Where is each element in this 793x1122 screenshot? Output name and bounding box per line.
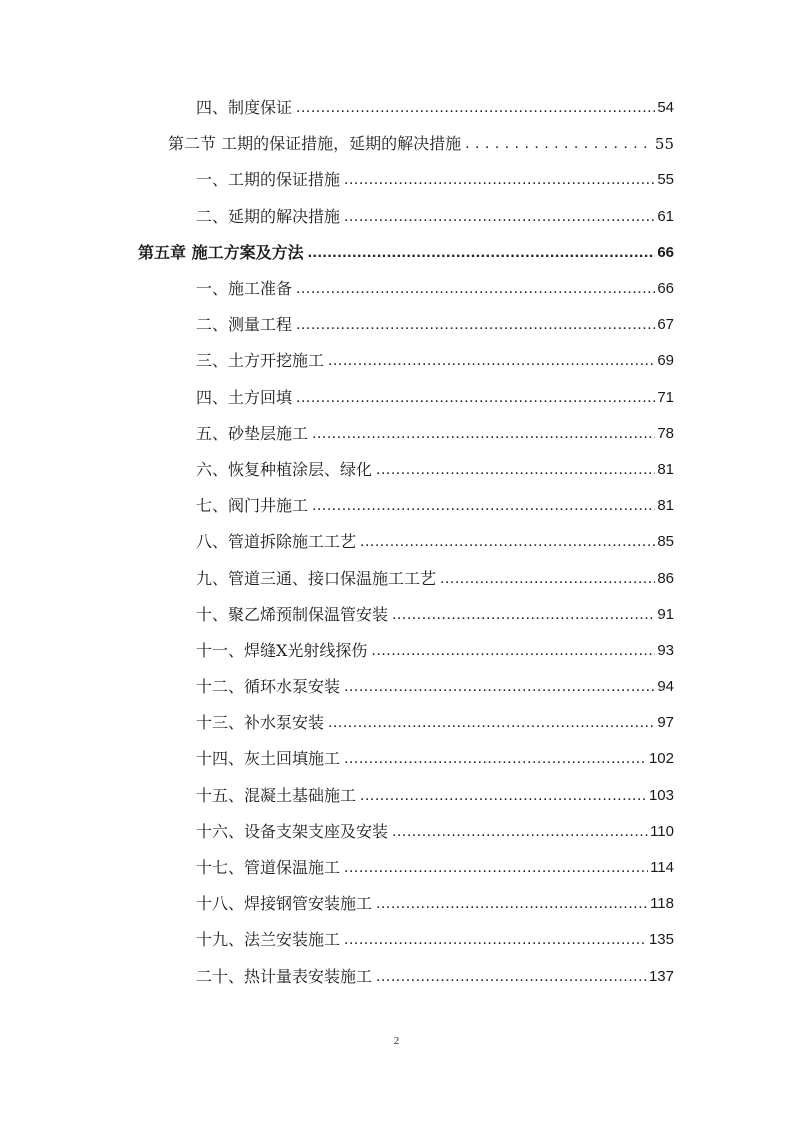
toc-dot-leader — [328, 713, 655, 733]
toc-entry[interactable] — [0, 560, 674, 596]
toc-entry[interactable] — [0, 597, 674, 633]
toc-entry[interactable] — [0, 778, 674, 814]
toc-entry-page: 137 — [648, 967, 674, 985]
toc-entry-label: 四、制度保证 — [196, 98, 293, 118]
toc-entry-label: 十三、补水泵安装 — [196, 713, 325, 733]
toc-dot-leader — [308, 243, 656, 263]
toc-entry[interactable] — [0, 633, 674, 669]
toc-entry-label: 二十、热计量表安装施工 — [196, 966, 373, 986]
toc-entry-label: 十六、设备支架支座及安装 — [196, 821, 389, 841]
toc-entry[interactable] — [0, 452, 674, 488]
toc-entry[interactable] — [0, 741, 674, 777]
toc-entry[interactable] — [0, 126, 674, 162]
toc-entry[interactable] — [0, 669, 674, 705]
toc-dot-leader — [360, 786, 647, 806]
toc-entry-label: 第二节 工期的保证措施，延期的解决措施 — [168, 134, 462, 154]
toc-entry-label: 第五章 施工方案及方法 — [138, 242, 304, 262]
toc-dot-leader — [465, 134, 653, 154]
toc-entry[interactable] — [0, 524, 674, 560]
toc-entry[interactable] — [0, 199, 674, 235]
toc-entry-page: 67 — [657, 316, 674, 334]
toc-entry-label: 十二、循环水泵安装 — [196, 677, 341, 697]
toc-entry-label: 二、延期的解决措施 — [196, 206, 341, 226]
toc-entry[interactable] — [0, 850, 674, 886]
toc-dot-leader — [376, 460, 655, 480]
toc-entry[interactable] — [0, 416, 674, 452]
toc-entry[interactable] — [0, 814, 674, 850]
toc-entry[interactable] — [0, 705, 674, 741]
toc-entry-label: 二、测量工程 — [196, 315, 293, 335]
toc-entry-page: 66 — [657, 280, 674, 298]
toc-entry-page: 81 — [657, 460, 674, 478]
toc-entry-page: 81 — [657, 497, 674, 515]
toc-entry-page: 91 — [657, 605, 674, 623]
toc-entry-label: 一、工期的保证措施 — [196, 170, 341, 190]
toc-entry[interactable] — [0, 307, 674, 343]
toc-entry-page: 103 — [648, 786, 674, 804]
table-of-contents — [0, 90, 793, 995]
page-number: 2 — [393, 1035, 400, 1047]
toc-entry-page: 93 — [657, 641, 674, 659]
toc-dot-leader — [392, 605, 655, 625]
toc-entry-label: 九、管道三通、接口保温施工工艺 — [196, 568, 437, 588]
toc-entry-page: 54 — [657, 99, 674, 117]
toc-entry-label: 十四、灰土回填施工 — [196, 749, 341, 769]
toc-dot-leader — [296, 279, 655, 299]
toc-entry-label: 十七、管道保温施工 — [196, 858, 341, 878]
toc-entry-page: 114 — [650, 859, 674, 877]
toc-dot-leader — [328, 351, 655, 371]
toc-chapter-entry[interactable] — [0, 235, 674, 271]
toc-entry-label: 八、管道拆除施工工艺 — [196, 532, 357, 552]
toc-dot-leader — [296, 98, 655, 118]
toc-entry[interactable] — [0, 343, 674, 379]
toc-entry-label: 五、砂垫层施工 — [196, 423, 309, 443]
toc-dot-leader — [344, 858, 648, 878]
toc-entry-page: 102 — [648, 750, 674, 768]
toc-dot-leader — [392, 822, 648, 842]
toc-entry-label: 三、土方开挖施工 — [196, 351, 325, 371]
toc-entry-label: 十一、焊缝X光射线探伤 — [196, 640, 368, 660]
toc-entry-label: 六、恢复种植涂层、绿化 — [196, 459, 373, 479]
toc-entry[interactable] — [0, 162, 674, 198]
toc-dot-leader — [344, 930, 647, 950]
toc-entry[interactable] — [0, 886, 674, 922]
toc-entry-page: 66 — [657, 243, 674, 261]
toc-entry[interactable] — [0, 380, 674, 416]
toc-entry-page: 61 — [657, 207, 674, 225]
toc-dot-leader — [360, 532, 655, 552]
toc-entry-page: 94 — [657, 678, 674, 696]
toc-entry-page: 135 — [648, 931, 674, 949]
toc-entry-page: 97 — [657, 714, 674, 732]
toc-dot-leader — [371, 641, 655, 661]
toc-entry[interactable] — [0, 922, 674, 958]
toc-dot-leader — [296, 315, 655, 335]
toc-entry-label: 四、土方回填 — [196, 387, 293, 407]
toc-entry-label: 十九、法兰安装施工 — [196, 930, 341, 950]
toc-entry-page: 55 — [654, 135, 674, 154]
toc-entry-page: 118 — [650, 895, 674, 913]
toc-entry[interactable] — [0, 271, 674, 307]
toc-entry-page: 85 — [657, 533, 674, 551]
toc-entry-label: 七、阀门井施工 — [196, 496, 309, 516]
toc-entry-label: 十八、焊接钢管安装施工 — [196, 894, 373, 914]
toc-entry-label: 十、聚乙烯预制保温管安装 — [196, 604, 389, 624]
toc-entry-page: 78 — [657, 424, 674, 442]
toc-entry-page: 86 — [657, 569, 674, 587]
toc-dot-leader — [312, 496, 655, 516]
toc-dot-leader — [296, 388, 655, 408]
toc-dot-leader — [312, 424, 655, 444]
toc-dot-leader — [440, 569, 655, 589]
toc-entry-page: 55 — [657, 171, 674, 189]
toc-dot-leader — [344, 170, 655, 190]
toc-entry-label: 十五、混凝土基础施工 — [196, 785, 357, 805]
toc-entry[interactable] — [0, 90, 674, 126]
toc-dot-leader — [344, 207, 655, 227]
toc-entry-page: 69 — [657, 352, 674, 370]
toc-entry-page: 71 — [657, 388, 674, 406]
toc-entry-label: 一、施工准备 — [196, 279, 293, 299]
toc-entry[interactable] — [0, 959, 674, 995]
toc-dot-leader — [376, 967, 647, 987]
toc-entry-page: 110 — [650, 822, 674, 840]
toc-dot-leader — [344, 749, 647, 769]
toc-dot-leader — [376, 894, 648, 914]
toc-entry[interactable] — [0, 488, 674, 524]
toc-dot-leader — [344, 677, 655, 697]
